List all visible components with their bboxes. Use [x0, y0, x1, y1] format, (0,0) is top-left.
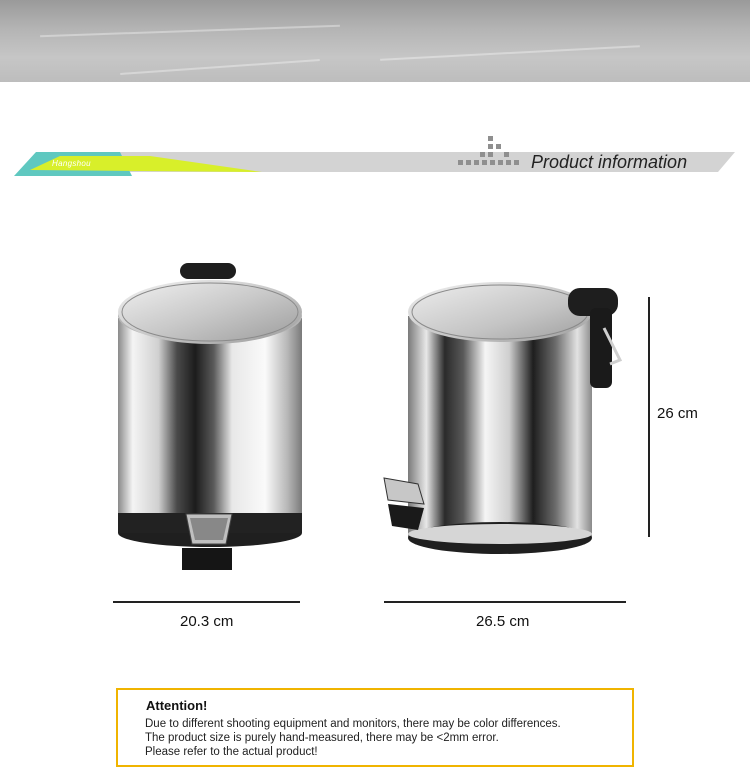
height-dimension-line	[648, 297, 650, 537]
brand-label: Hangshou	[52, 159, 91, 168]
height-label: 26 cm	[657, 405, 698, 422]
width-dimension-line	[113, 601, 300, 603]
notice-title: Attention!	[146, 698, 208, 713]
notice-line: The product size is purely hand-measured, there may be <2mm error.	[145, 732, 499, 744]
notice-line: Due to different shooting equipment and monitors, there may be color differences.	[145, 718, 561, 730]
front-view-bin-image	[110, 258, 310, 578]
texture-streak	[380, 45, 640, 61]
front-width-label: 20.3 cm	[180, 613, 234, 630]
side-width-label: 26.5 cm	[476, 613, 530, 630]
texture-streak	[120, 59, 320, 75]
side-view-bin-image	[378, 268, 628, 568]
section-banner	[0, 130, 750, 190]
section-title: Product information	[531, 152, 688, 172]
header-photo-band	[0, 0, 750, 82]
texture-streak	[40, 25, 340, 37]
attention-notice	[116, 688, 634, 767]
depth-dimension-line	[384, 601, 626, 603]
notice-line: Please refer to the actual product!	[145, 746, 318, 758]
